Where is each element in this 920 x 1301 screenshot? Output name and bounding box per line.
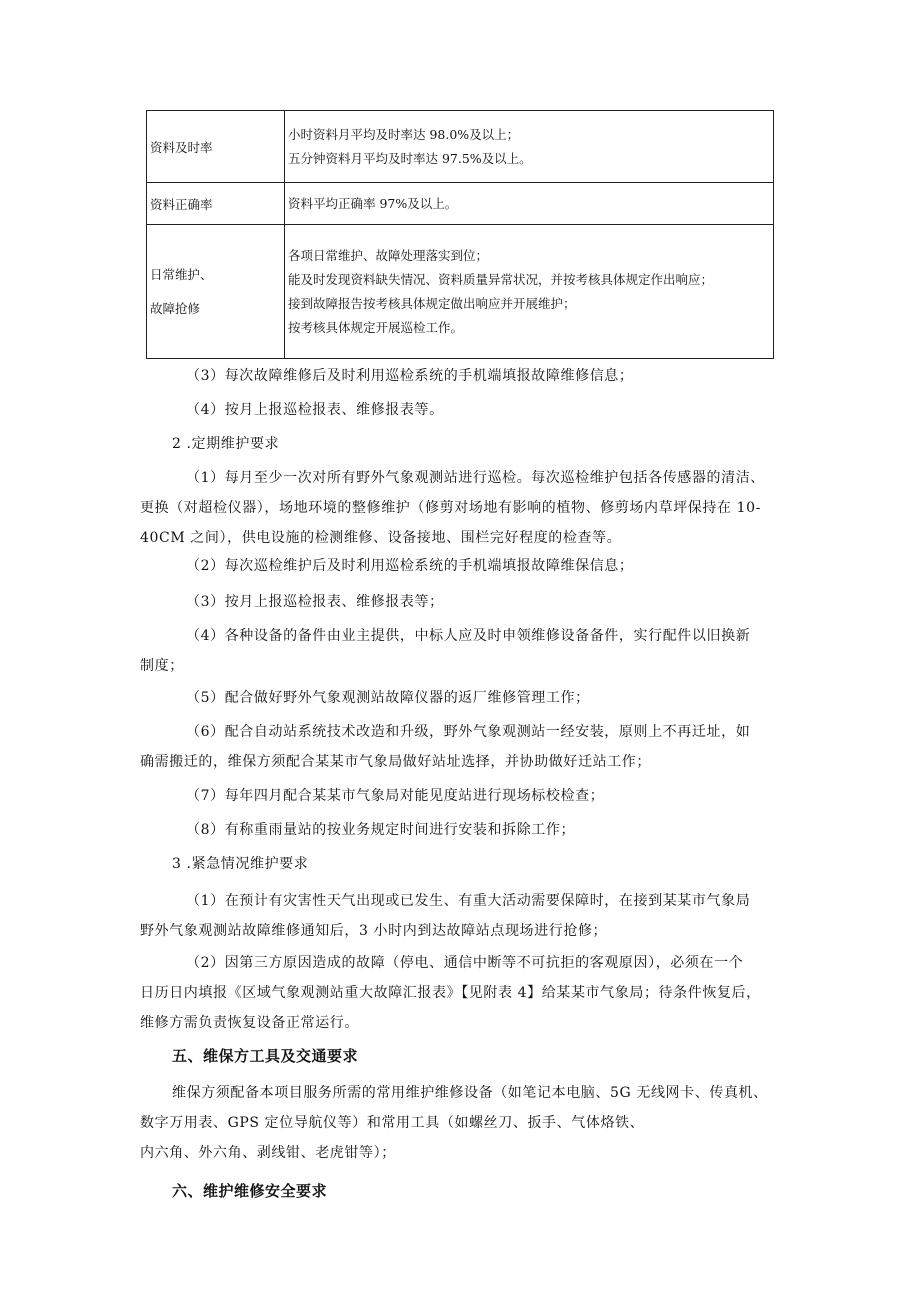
row-content [285, 225, 774, 359]
row-content [285, 183, 774, 225]
paragraph: （7）每年四月配合某某市气象局对能见度站进行现场标校检查； [186, 788, 605, 804]
paragraph: （4）按月上报巡检报表、维修报表等。 [186, 402, 444, 418]
section-heading-2: 2 .定期维护要求 [172, 436, 280, 452]
row-content [285, 111, 774, 183]
paragraph: 维保方须配备本项目服务所需的常用维护维修设备（如笔记本电脑、5G 无线网卡、传真机、 数字万用表、GPS 定位导航仪等）和常用工具（如螺丝刀、扳手、气体烙铁、 内六角、外六角、剥线钳、老虎钳等）； [140, 1085, 768, 1161]
table-row [147, 183, 774, 225]
paragraph: （4）各种设备的备件由业主提供，中标人应及时申领维修设备备件，实行配件以旧换新 制度； [140, 628, 751, 674]
row-label: 资料及时率 [147, 111, 285, 183]
table-row [147, 225, 774, 359]
paragraph: （5）配合做好野外气象观测站故障仪器的返厂维修管理工作； [186, 690, 590, 706]
cell-line: 五分钟资料月平均及时率达 97.5%及以上。 [288, 150, 532, 166]
section-6-heading: 六、维护维修安全要求 [172, 1182, 328, 1200]
paragraph: （6）配合自动站系统技术改造和升级，野外气象观测站一经安装，原则上不再迁址，如 确需搬迁的，维保方须配合某某市气象局做好站址选择，并协助做好迁站工作； [140, 724, 751, 770]
paragraph: （3）每次故障维修后及时利用巡检系统的手机端填报故障维修信息； [186, 368, 634, 384]
cell-line: 各项日常维护、故障处理落实到位； [288, 247, 489, 263]
cell-line: 接到故障报告按考核具体规定做出响应并开展维护； [288, 295, 576, 311]
cell-line: 资料平均正确率 97%及以上。 [288, 195, 458, 211]
section-5-heading: 五、维保方工具及交通要求 [172, 1047, 359, 1065]
paragraph: （2）每次巡检维护后及时利用巡检系统的手机端填报故障维保信息； [186, 558, 634, 574]
table-row [147, 111, 774, 183]
section-heading-3: 3 .紧急情况维护要求 [172, 856, 309, 872]
cell-line: 按考核具体规定开展巡检工作。 [288, 319, 464, 335]
cell-line: 小时资料月平均及时率达 98.0%及以上； [288, 126, 520, 142]
requirements-table [146, 110, 774, 359]
paragraph: （1）每月至少一次对所有野外气象观测站进行巡检。每次巡检维护包括各传感器的清洁、 更换（对超检仪器），场地环境的整修维护（修剪对场地有影响的植物、修剪场内草坪保持在 10- 40CM 之间），供电设施的检测维修、设备接地、围栏完好程度的检查等。 [140, 470, 765, 546]
row-label: 资料正确率 [147, 183, 285, 225]
paragraph: （3）按月上报巡检报表、维修报表等； [186, 594, 444, 610]
cell-line: 能及时发现资料缺失情况、资料质量异常状况，并按考核具体规定作出响应； [288, 271, 714, 287]
row-label: 日常维护、 故障抢修 [147, 225, 285, 359]
paragraph: （1）在预计有灾害性天气出现或已发生、有重大活动需要保障时，在接到某某市气象局 野外气象观测站故障维修通知后，3 小时内到达故障站点现场进行抢修； [140, 893, 751, 939]
paragraph: （2）因第三方原因造成的故障（停电、通信中断等不可抗拒的客观原因），必须在一个 日历日内填报《区域气象观测站重大故障汇报表》【见附表 4】给某某市气象局；待条件恢复后， 维修方需负责恢复设备正常运行。 [140, 955, 761, 1031]
paragraph: （8）有称重雨量站的按业务规定时间进行安装和拆除工作； [186, 822, 576, 838]
